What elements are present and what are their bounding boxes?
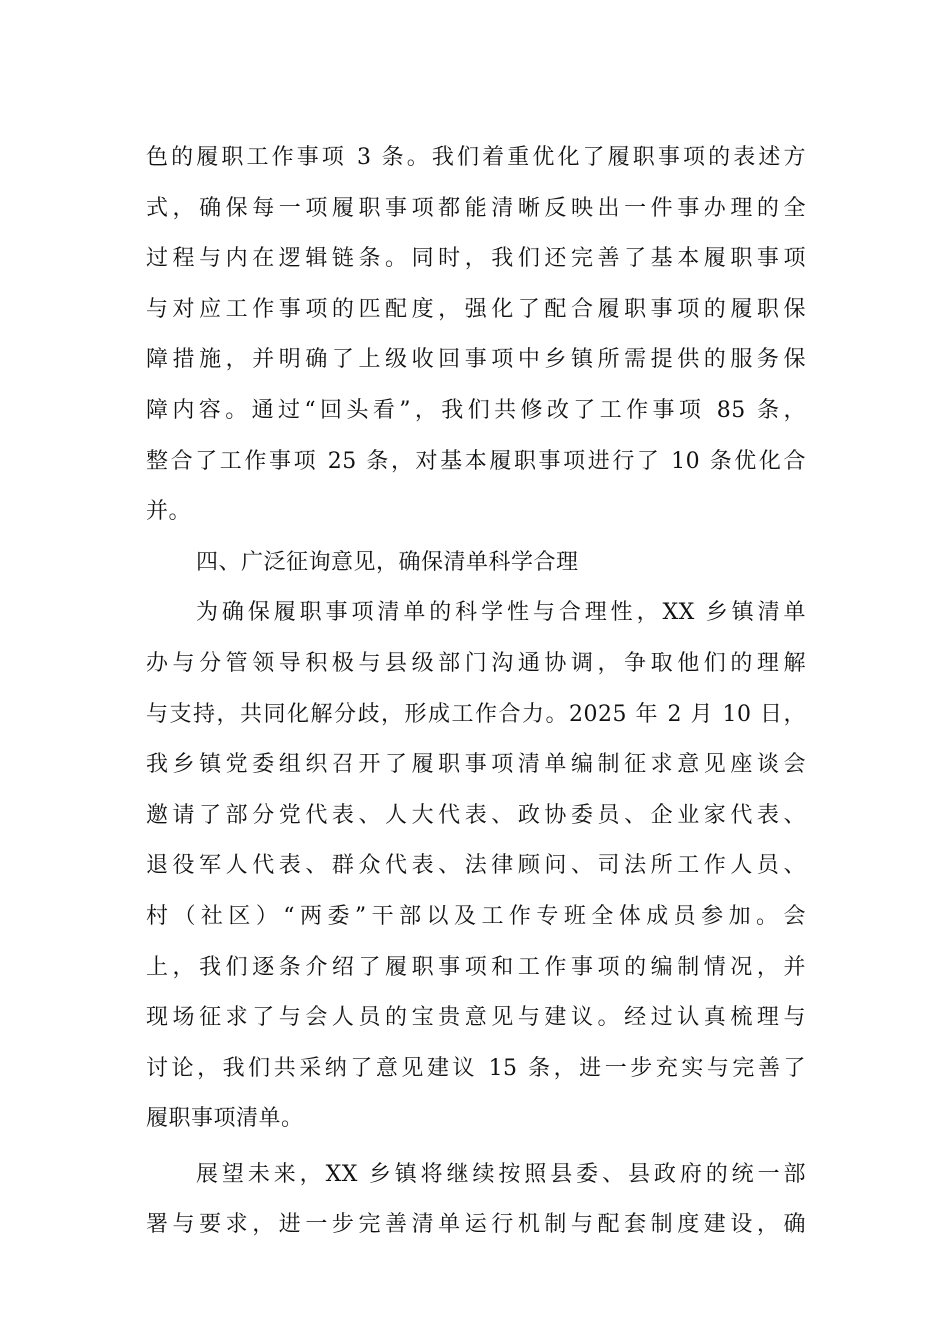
paragraph-line: 展望未来，XX 乡镇将继续按照县委、县政府的统一部 — [196, 1161, 806, 1187]
paragraph-line: 退役军人代表、群众代表、法律顾问、司法所工作人员、 — [146, 853, 806, 879]
paragraph-line: 并。 — [146, 499, 192, 525]
paragraph-line: 障措施，并明确了上级收回事项中乡镇所需提供的服务保 — [146, 347, 806, 373]
paragraph-1 — [146, 133, 806, 538]
paragraph-line: 我乡镇党委组织召开了履职事项清单编制征求意见座谈会 — [146, 752, 806, 778]
paragraph-line: 讨论，我们共采纳了意见建议 15 条，进一步充实与完善了 — [146, 1055, 806, 1081]
paragraph-line: 上，我们逐条介绍了履职事项和工作事项的编制情况，并 — [146, 954, 806, 980]
paragraph-line: 邀请了部分党代表、人大代表、政协委员、企业家代表、 — [146, 802, 806, 828]
paragraph-line: 式，确保每一项履职事项都能清晰反映出一件事办理的全 — [146, 195, 806, 221]
paragraph-line: 现场征求了与会人员的宝贵意见与建议。经过认真梳理与 — [146, 1005, 806, 1031]
paragraph-3 — [146, 1150, 806, 1251]
paragraph-2 — [146, 588, 806, 1145]
paragraph-line: 障内容。通过“回头看”，我们共修改了工作事项 85 条， — [146, 397, 806, 423]
section-heading: 四、广泛征询意见，确保清单科学合理 — [196, 549, 579, 575]
paragraph-line: 署与要求，进一步完善清单运行机制与配套制度建设，确 — [146, 1212, 806, 1238]
paragraph-line: 过程与内在逻辑链条。同时，我们还完善了基本履职事项 — [146, 246, 806, 272]
paragraph-line: 办与分管领导积极与县级部门沟通协调，争取他们的理解 — [146, 650, 806, 676]
paragraph-line: 与对应工作事项的匹配度，强化了配合履职事项的履职保 — [146, 296, 806, 322]
document-body — [146, 133, 806, 1251]
paragraph-line: 整合了工作事项 25 条，对基本履职事项进行了 10 条优化合 — [146, 448, 806, 474]
paragraph-line: 与支持，共同化解分歧，形成工作合力。2025 年 2 月 10 日， — [146, 701, 806, 727]
paragraph-line: 履职事项清单。 — [146, 1106, 304, 1132]
paragraph-line: 色的履职工作事项 3 条。我们着重优化了履职事项的表述方 — [146, 145, 806, 170]
paragraph-line: 为确保履职事项清单的科学性与合理性，XX 乡镇清单 — [196, 600, 806, 626]
paragraph-line: 村（社区）“两委”干部以及工作专班全体成员参加。会 — [146, 903, 806, 929]
